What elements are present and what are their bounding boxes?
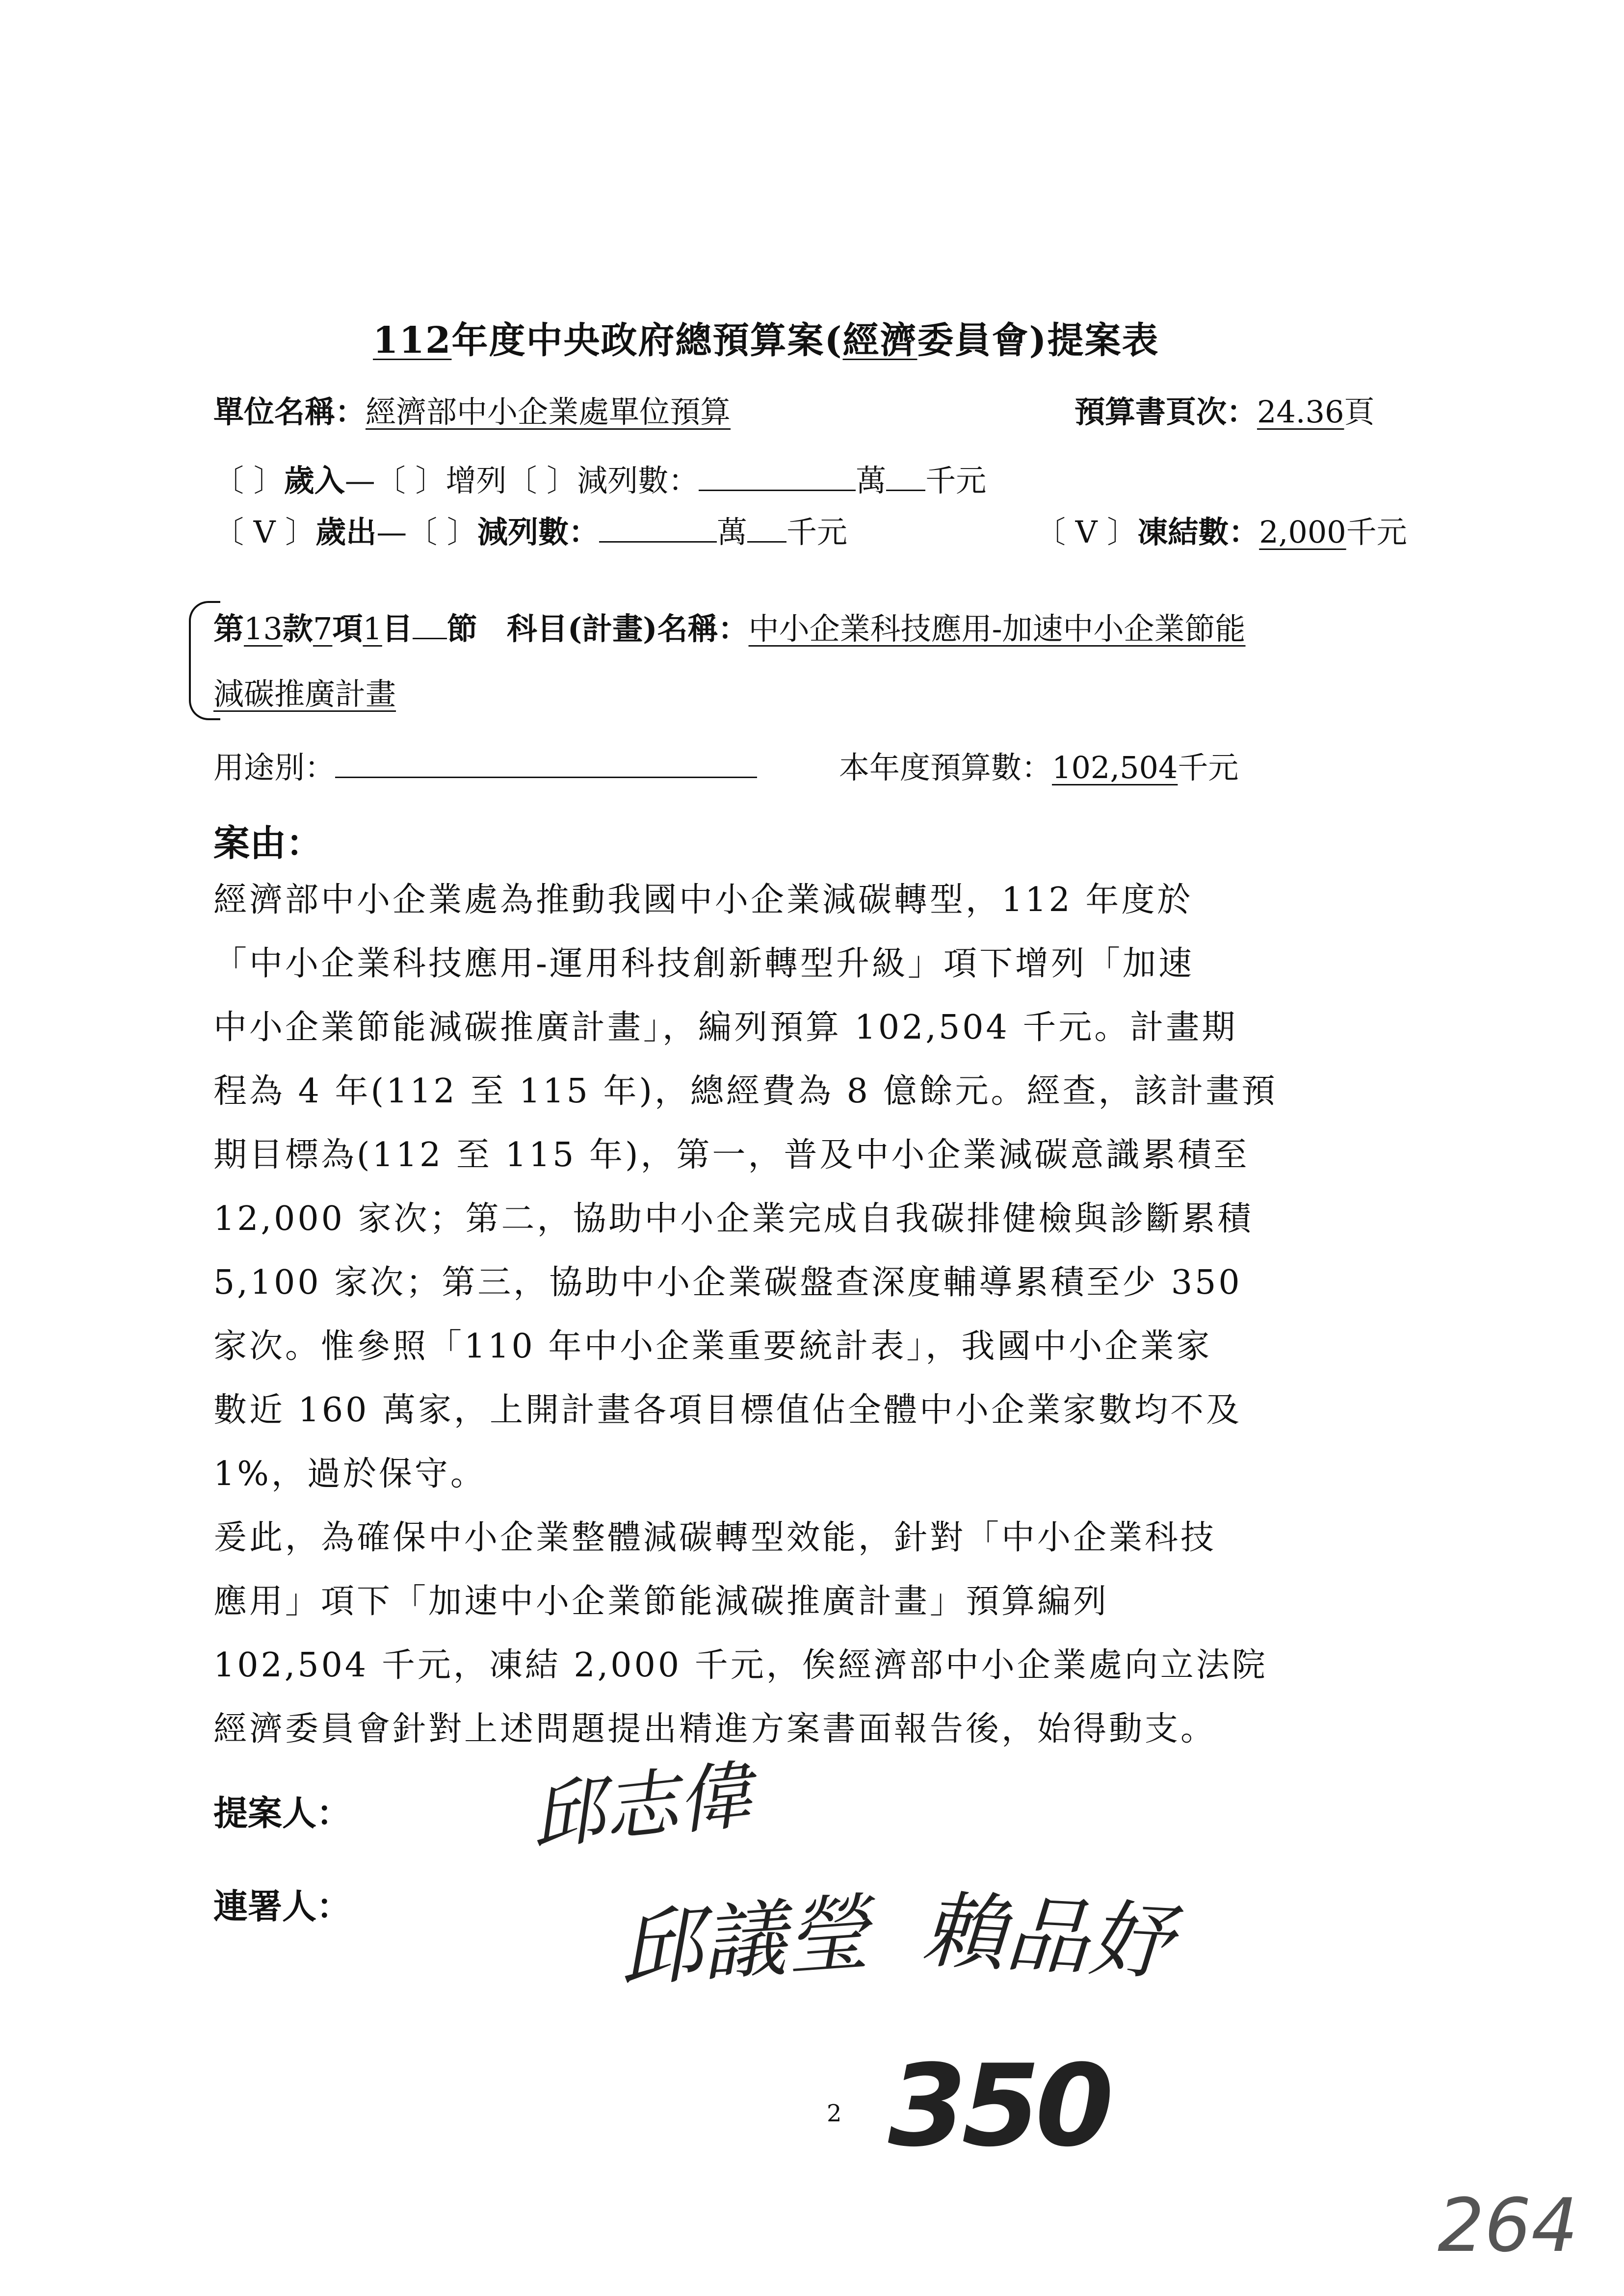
expenditure-thousand-blank <box>747 518 786 543</box>
unit-value: 經濟部中小企業處單位預算 <box>366 394 731 430</box>
budget-label: 本年度預算數： <box>839 750 1052 785</box>
expenditure-checkbox: 〔 V 〕 <box>213 514 316 550</box>
reason-line: 爰此，為確保中小企業整體減碳轉型效能，針對「中小企業科技 <box>213 1518 1217 1557</box>
expenditure-cut-label: 減列數： <box>477 514 599 550</box>
page-number: 2 <box>827 2100 842 2127</box>
revenue-add-label: 增列 <box>445 463 507 498</box>
account-xiang-no: 7 <box>313 611 333 647</box>
title-committee: 經濟 <box>842 319 917 362</box>
expenditure-wan-blank <box>599 518 717 543</box>
purpose-label: 用途別： <box>213 750 336 785</box>
cosigner-label: 連署人： <box>213 1886 351 1927</box>
page-ref-label: 預算書頁次： <box>1074 394 1257 430</box>
account-xiang: 項 <box>332 611 363 647</box>
reason-line: 數近 160 萬家，上開計畫各項目標值佔全體中小企業家數均不及 <box>213 1391 1242 1430</box>
account-row-2 <box>213 670 396 713</box>
account-mu: 目 <box>382 611 413 647</box>
reason-line: 中小企業節能減碳推廣計畫」，編列預算 102,504 千元。計畫期 <box>213 1008 1238 1047</box>
budget-unit: 千元 <box>1178 750 1239 785</box>
revenue-add-checkbox: 〔 〕 <box>375 463 446 498</box>
freeze-checkbox: 〔 V 〕 <box>1035 514 1138 550</box>
account-kuan-no: 13 <box>244 611 283 647</box>
cosigner-signature-1: 邱議瑩 <box>615 1884 872 1999</box>
account-kuan: 款 <box>282 611 313 647</box>
purpose-row <box>213 743 757 787</box>
expenditure-row <box>213 508 847 551</box>
revenue-wan: 萬 <box>856 463 887 498</box>
account-jie-blank <box>413 614 447 639</box>
budget-row <box>839 743 1238 787</box>
expenditure-cut-checkbox: 〔 〕 <box>407 514 477 550</box>
reason-line: 12,000 家次；第二，協助中小企業完成自我碳排健檢與診斷累積 <box>213 1200 1254 1238</box>
reason-line: 1%，過於保守。 <box>213 1455 486 1493</box>
title-text-b: 委員會)提案表 <box>917 319 1159 362</box>
handwritten-number: 350 <box>888 2041 1109 2172</box>
title-text-a: 年度中央政府總預算案( <box>451 319 843 362</box>
revenue-label: 歲入 <box>284 463 345 498</box>
document-title <box>373 312 1159 364</box>
reason-line: 應用」項下「加速中小企業節能減碳推廣計畫」預算編列 <box>213 1582 1109 1621</box>
expenditure-wan: 萬 <box>716 514 747 550</box>
revenue-dash: — <box>344 463 375 498</box>
reason-line: 「中小企業科技應用-運用科技創新轉型升級」項下增列「加速 <box>213 944 1194 983</box>
account-row-1 <box>213 604 1246 648</box>
expenditure-thousand: 千元 <box>786 514 847 550</box>
account-mu-no: 1 <box>363 611 382 647</box>
revenue-cut-checkbox: 〔 〕 <box>506 463 577 498</box>
revenue-cut-label: 減列數： <box>577 463 699 498</box>
expenditure-label: 歲出 <box>315 514 377 550</box>
revenue-thousand-blank <box>886 466 925 491</box>
expenditure-dash: — <box>376 514 407 550</box>
revenue-thousand: 千元 <box>925 463 987 498</box>
reason-line: 經濟委員會針對上述問題提出精進方案書面報告後，始得動支。 <box>213 1710 1217 1748</box>
purpose-blank <box>335 753 757 778</box>
proposer-signature: 邱志偉 <box>526 1752 756 1860</box>
account-subject-label: 科目(計畫)名稱： <box>506 611 749 647</box>
corner-number: 264 <box>1438 2183 1578 2269</box>
reason-heading: 案由： <box>213 822 322 864</box>
revenue-checkbox: 〔 〕 <box>213 463 284 498</box>
page-ref-row <box>1074 388 1375 431</box>
account-di: 第 <box>213 611 244 647</box>
account-subject-line1: 中小企業科技應用-加速中小企業節能 <box>748 611 1246 647</box>
freeze-row <box>1035 508 1407 551</box>
page-ref-suffix: 頁 <box>1344 394 1375 430</box>
revenue-row <box>213 456 986 500</box>
account-jie: 節 <box>446 611 477 647</box>
reason-line: 經濟部中小企業處為推動我國中小企業減碳轉型，112 年度於 <box>213 881 1193 919</box>
page-ref-value: 24.36 <box>1257 394 1344 430</box>
freeze-unit: 千元 <box>1346 514 1407 550</box>
reason-line: 程為 4 年(112 至 115 年)，總經費為 8 億餘元。經查，該計畫預 <box>213 1072 1278 1111</box>
cosigner-signature-2: 賴品妤 <box>919 1881 1175 1992</box>
budget-value: 102,504 <box>1052 750 1178 785</box>
reason-line: 期目標為(112 至 115 年)，第一，普及中小企業減碳意識累積至 <box>213 1136 1250 1174</box>
freeze-value: 2,000 <box>1259 514 1346 550</box>
account-subject-line2: 減碳推廣計畫 <box>213 676 396 712</box>
proposer-label: 提案人： <box>213 1793 351 1833</box>
title-year: 112 <box>373 319 452 362</box>
reason-line: 家次。惟參照「110 年中小企業重要統計表」，我國中小企業家 <box>213 1327 1212 1366</box>
unit-label: 單位名稱： <box>213 394 366 430</box>
unit-row <box>213 388 731 431</box>
freeze-label: 凍結數： <box>1137 514 1259 550</box>
reason-line: 5,100 家次；第三，協助中小企業碳盤查深度輔導累積至少 350 <box>213 1263 1242 1302</box>
revenue-wan-blank <box>699 466 856 491</box>
reason-line: 102,504 千元，凍結 2,000 千元，俟經濟部中小企業處向立法院 <box>213 1646 1268 1685</box>
